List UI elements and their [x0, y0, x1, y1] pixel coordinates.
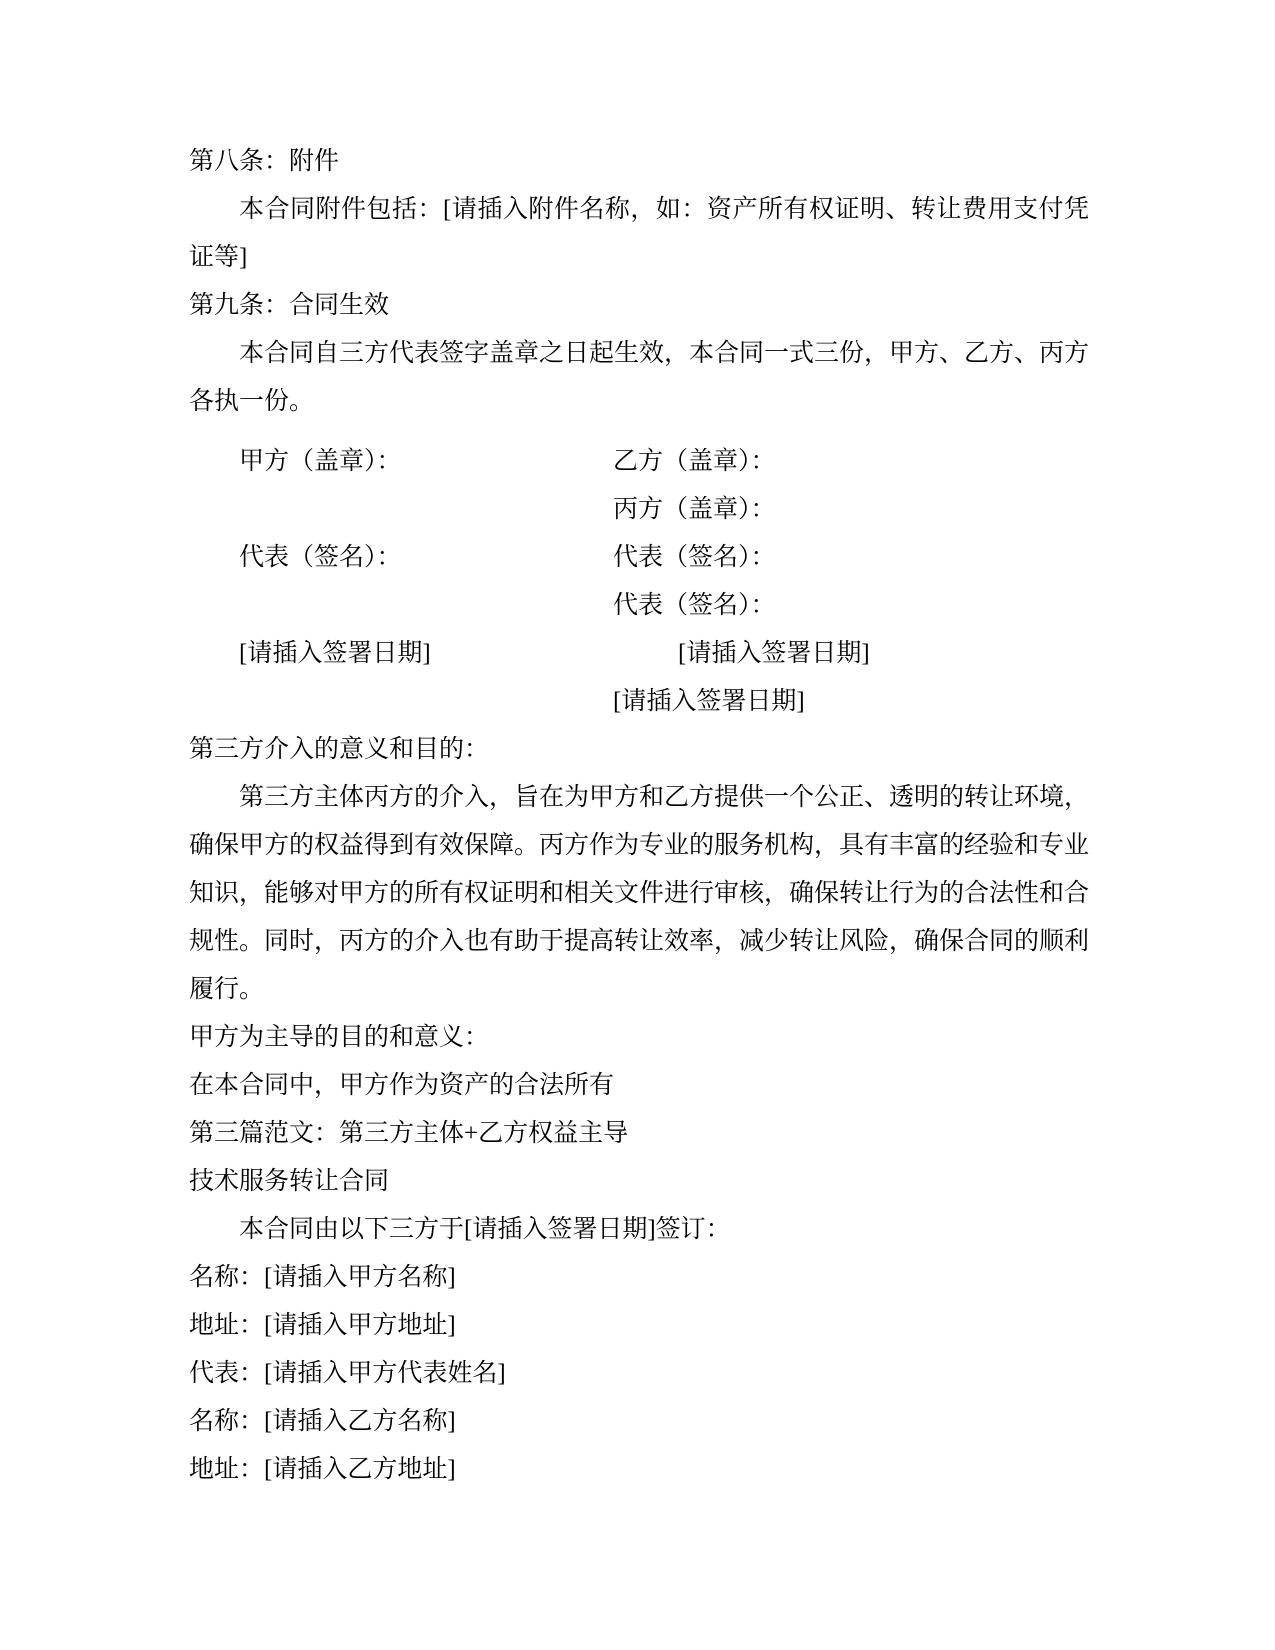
party-b-seal-label: 乙方（盖章）： [613, 448, 776, 475]
clause-9-heading: 第九条：合同生效 [189, 292, 390, 319]
signature-row-rep-c [189, 582, 1089, 630]
party-b-name-line: 名称：[请插入乙方名称] [189, 1408, 456, 1435]
party-b-date-placeholder: [请插入签署日期] [678, 640, 870, 667]
party-a-purpose-heading: 甲方为主导的目的和意义： [189, 1024, 490, 1051]
party-c-date-placeholder: [请插入签署日期] [613, 688, 805, 715]
signature-row-seals-ab [189, 438, 1089, 486]
template3-intro: 本合同由以下三方于[请插入签署日期]签订： [239, 1216, 731, 1243]
signature-row-dates-ab [189, 630, 1089, 678]
clause-8-heading: 第八条：附件 [189, 148, 340, 175]
party-c-rep-label: 代表（签名）： [613, 592, 776, 619]
party-a-address-line: 地址：[请插入甲方地址] [189, 1312, 456, 1339]
signature-left-spacer [189, 678, 613, 726]
third-party-section-body: 第三方主体丙方的介入，旨在为甲方和乙方提供一个公正、透明的转让环境，确保甲方的权益得到有效保障。丙方作为专业的服务机构，具有丰富的经验和专业知识，能够对甲方的所有权证明和相关文件进行审核，确保转让行为的合法性和合规性。同时，丙方的介入也有助于提高转让效率，减少转让风险，确保合同的顺利履行。 [189, 784, 1090, 1003]
template3-label: 第三篇范文：第三方主体+乙方权益主导 [189, 1120, 629, 1147]
signature-left-spacer [189, 486, 613, 534]
clause-9-body: 本合同自三方代表签字盖章之日起生效，本合同一式三份，甲方、乙方、丙方各执一份。 [189, 340, 1090, 415]
signature-row-reps-ab [189, 534, 1089, 582]
party-a-date-placeholder: [请插入签署日期] [239, 640, 431, 667]
party-c-seal-label: 丙方（盖章）： [613, 496, 776, 523]
party-a-rep-label: 代表（签名）： [239, 544, 402, 571]
signature-left-spacer [189, 582, 613, 630]
party-a-rep-line: 代表：[请插入甲方代表姓名] [189, 1360, 506, 1387]
template3-contract-title: 技术服务转让合同 [189, 1168, 390, 1195]
signature-row-date-c [189, 678, 1089, 726]
signature-block [189, 438, 1089, 726]
party-a-purpose-body: 在本合同中，甲方作为资产的合法所有 [189, 1072, 615, 1099]
party-a-seal-label: 甲方（盖章）： [239, 448, 402, 475]
signature-row-seal-c [189, 486, 1089, 534]
party-b-rep-label: 代表（签名）： [613, 544, 776, 571]
clause-8-body: 本合同附件包括：[请插入附件名称，如：资产所有权证明、转让费用支付凭证等] [189, 196, 1089, 271]
party-a-name-line: 名称：[请插入甲方名称] [189, 1264, 456, 1291]
party-b-address-line: 地址：[请插入乙方地址] [189, 1456, 456, 1483]
third-party-section-heading: 第三方介入的意义和目的： [189, 736, 490, 763]
